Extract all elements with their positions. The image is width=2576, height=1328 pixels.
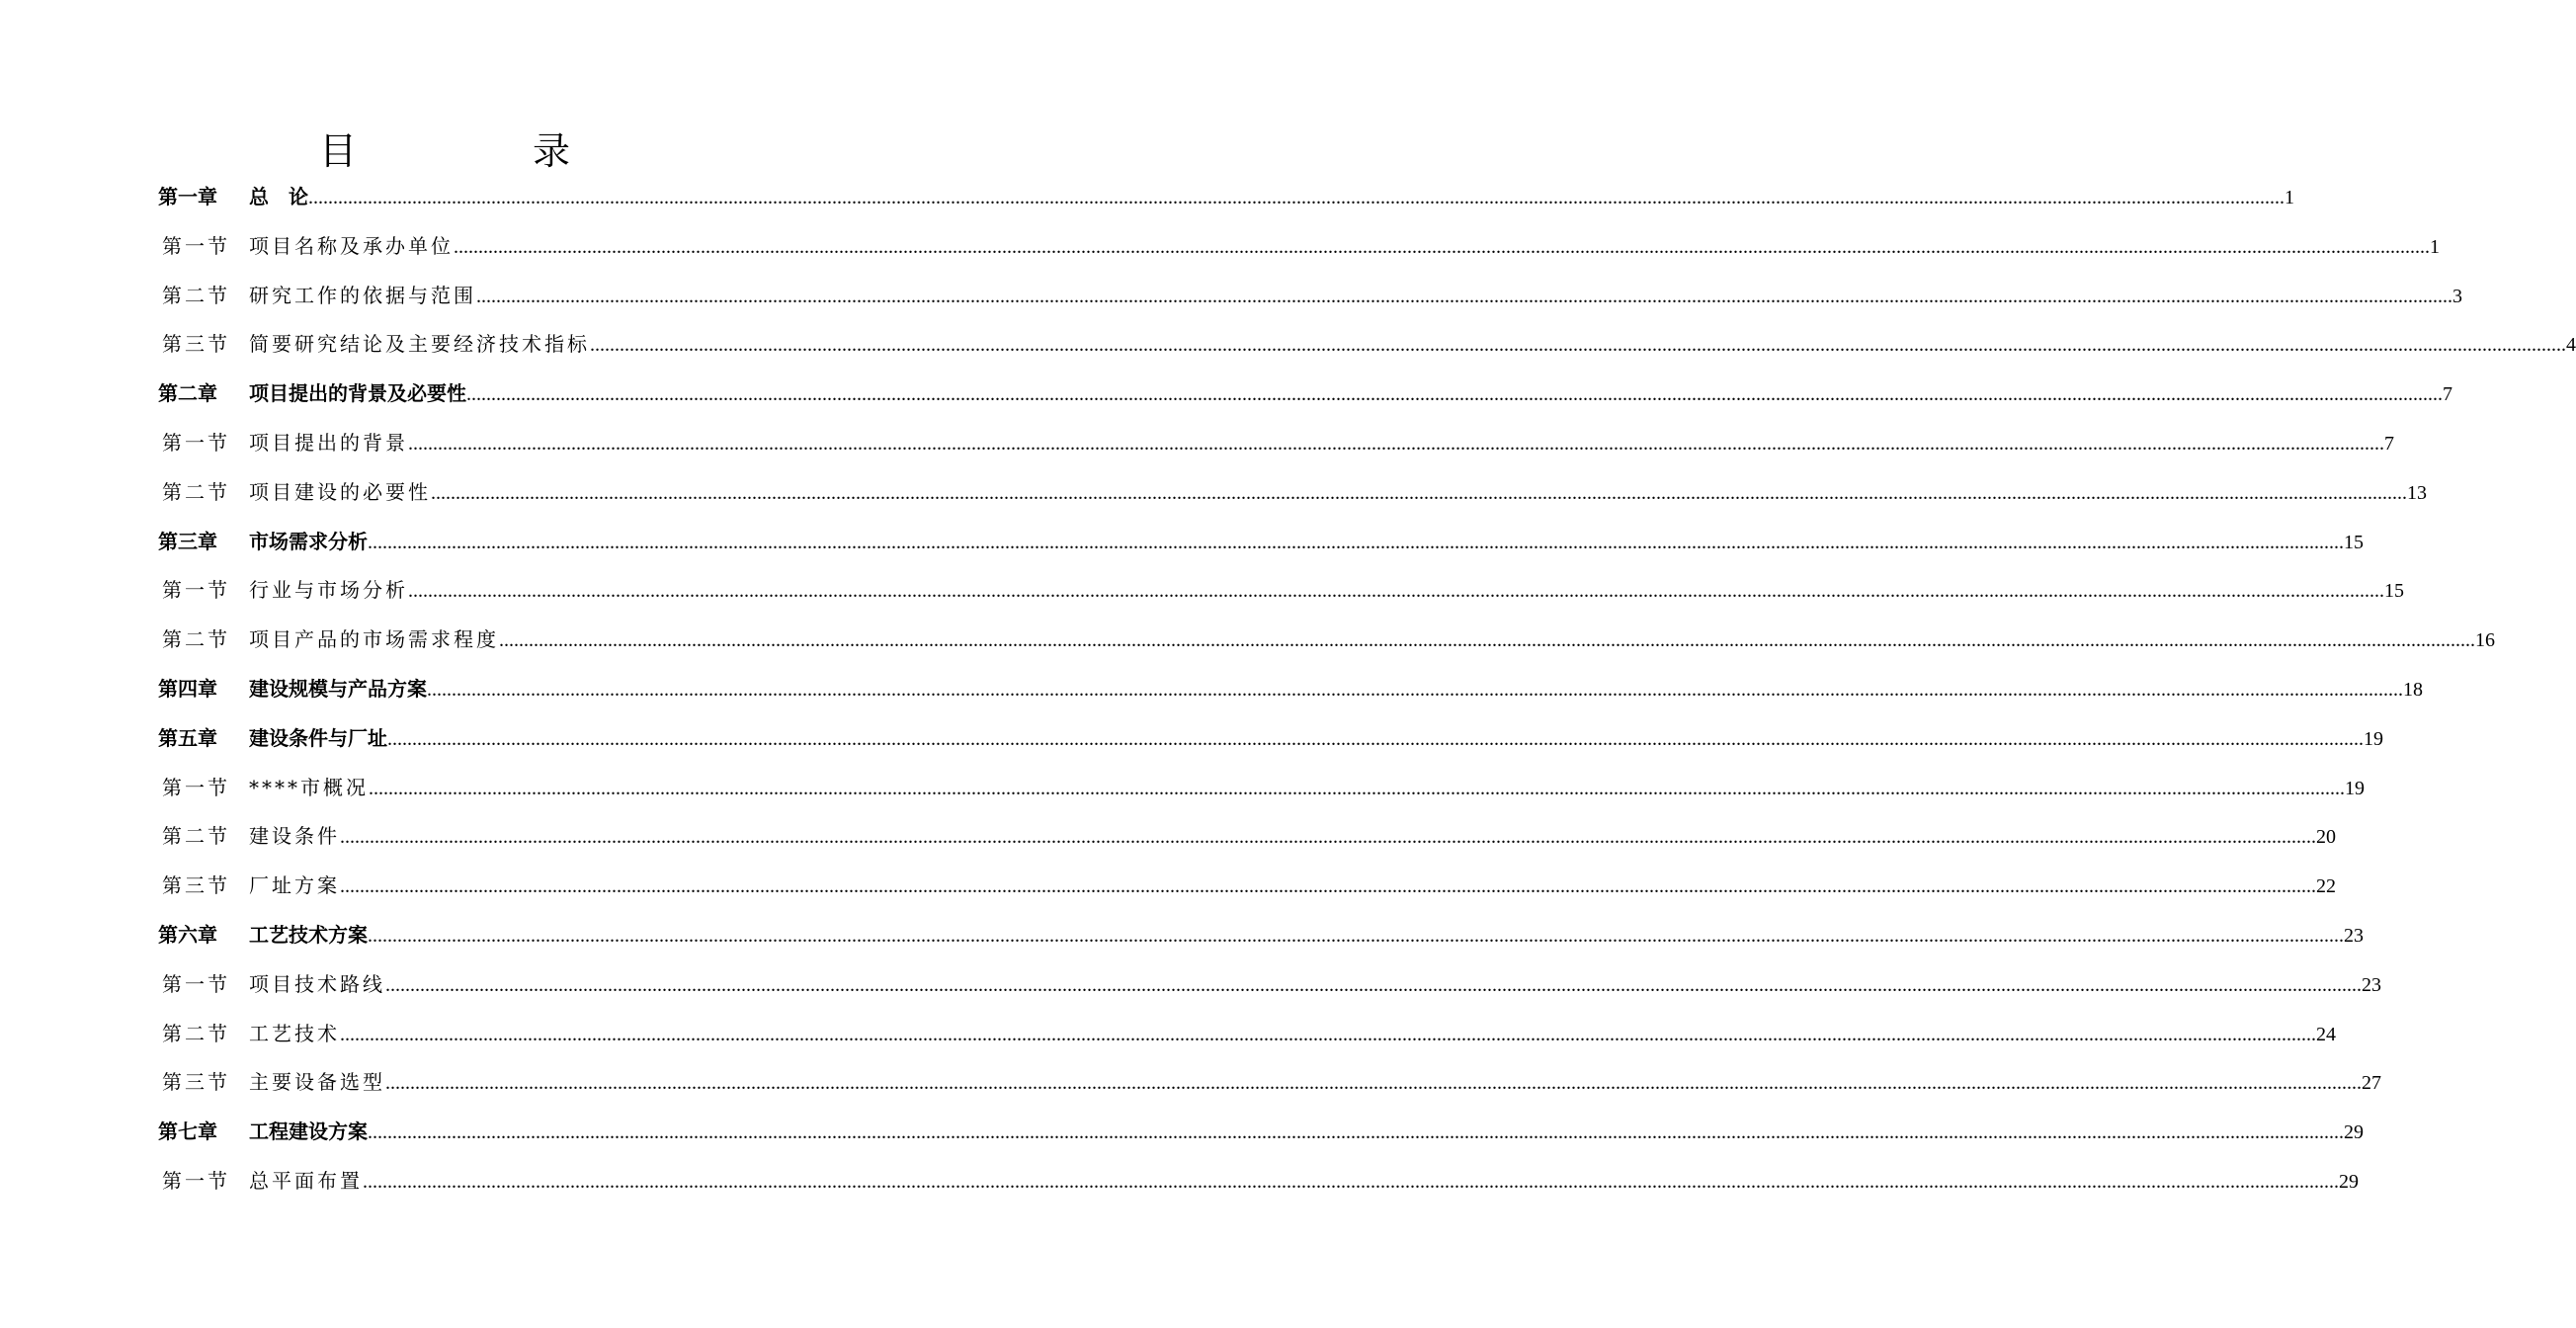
toc-section-entry[interactable] [158,960,2381,1010]
toc-entry-label: 第一章 [158,185,217,208]
toc-page-number: 23 [2344,924,2364,947]
toc-dot-leader: ................................................................................................................................................................................................................................................................................................................................................................................................................ [368,924,2344,947]
toc-dot-leader: ................................................................................................................................................................................................................................................................................................................................................................................................................ [363,1170,2339,1193]
toc-entry-text: 研究工作的依据与范围 [249,283,476,307]
toc-title: 目 录 [318,129,639,173]
toc-dot-leader: ................................................................................................................................................................................................................................................................................................................................................................................................................ [340,1023,2316,1045]
toc-page-number: 27 [2362,1072,2381,1095]
toc-entry-label: 第三节 [162,873,230,898]
toc-chapter-entry[interactable] [158,173,2294,222]
toc-dot-leader: ................................................................................................................................................................................................................................................................................................................................................................................................................ [466,383,2443,406]
toc-section-entry[interactable] [158,1058,2381,1108]
table-of-contents [158,173,2576,1206]
toc-page-number: 29 [2344,1121,2364,1144]
toc-entry-text: 项目技术路线 [249,971,385,996]
toc-entry-label: 第三节 [162,332,230,357]
toc-dot-leader: ................................................................................................................................................................................................................................................................................................................................................................................................................ [340,875,2316,898]
toc-entry-text: 简要研究结论及主要经济技术指标 [249,332,590,357]
toc-page-number: 16 [2475,629,2495,652]
toc-chapter-entry[interactable] [158,1108,2364,1157]
toc-entry-label: 第一节 [162,578,230,603]
toc-entry-label: 第一节 [162,971,230,996]
toc-dot-leader: ................................................................................................................................................................................................................................................................................................................................................................................................................ [369,777,2345,799]
toc-section-entry[interactable] [158,616,2495,665]
toc-dot-leader: ................................................................................................................................................................................................................................................................................................................................................................................................................ [499,629,2475,652]
toc-section-entry[interactable] [158,222,2440,272]
toc-section-entry[interactable] [158,764,2365,813]
toc-entry-text: 工艺技术方案 [249,922,368,947]
toc-section-entry[interactable] [158,468,2427,518]
toc-entry-text: 市场需求分析 [249,529,368,553]
toc-page-number: 15 [2384,580,2404,603]
toc-page-number: 18 [2403,678,2423,701]
toc-entry-label: 第一节 [162,775,230,799]
toc-dot-leader: ................................................................................................................................................................................................................................................................................................................................................................................................................ [590,334,2566,357]
toc-chapter-entry[interactable] [158,370,2452,419]
toc-dot-leader: ................................................................................................................................................................................................................................................................................................................................................................................................................ [368,1121,2344,1144]
toc-page-number: 15 [2344,531,2364,553]
toc-dot-leader: ................................................................................................................................................................................................................................................................................................................................................................................................................ [387,727,2364,750]
toc-section-entry[interactable] [158,419,2394,468]
toc-entry-text: 建设条件 [249,824,340,849]
toc-dot-leader: ................................................................................................................................................................................................................................................................................................................................................................................................................ [385,1072,2362,1095]
toc-entry-text: 工程建设方案 [249,1120,368,1144]
toc-chapter-entry[interactable] [158,911,2364,960]
toc-entry-label: 第二节 [162,824,230,849]
toc-entry-label: 第二节 [162,479,230,504]
toc-entry-text: 项目提出的背景 [249,430,408,455]
toc-dot-leader: ................................................................................................................................................................................................................................................................................................................................................................................................................ [408,432,2384,455]
toc-page-number: 24 [2316,1023,2336,1045]
toc-dot-leader: ................................................................................................................................................................................................................................................................................................................................................................................................................ [431,481,2407,504]
toc-page-number: 19 [2345,777,2365,799]
toc-dot-leader: ................................................................................................................................................................................................................................................................................................................................................................................................................ [408,580,2384,603]
toc-entry-label: 第一节 [162,430,230,455]
toc-chapter-entry[interactable] [158,714,2383,764]
toc-entry-text: 建设条件与厂址 [249,725,387,750]
toc-entry-text: 工艺技术 [249,1021,340,1045]
toc-page-number: 29 [2339,1170,2359,1193]
toc-entry-label: 第二节 [162,1021,230,1045]
toc-page-number: 22 [2316,875,2336,898]
toc-entry-label: 第一节 [162,1168,230,1193]
toc-dot-leader: ................................................................................................................................................................................................................................................................................................................................................................................................................ [340,826,2316,849]
toc-dot-leader: ................................................................................................................................................................................................................................................................................................................................................................................................................ [308,187,2285,208]
toc-page-number: 20 [2316,826,2336,849]
toc-entry-text: 建设规模与产品方案 [249,676,427,701]
toc-entry-text: 项目提出的背景及必要性 [249,381,466,406]
toc-page-number: 3 [2452,285,2462,307]
toc-entry-label: 第二章 [158,381,217,406]
toc-dot-leader: ................................................................................................................................................................................................................................................................................................................................................................................................................ [454,235,2430,258]
toc-section-entry[interactable] [158,566,2404,616]
toc-entry-label: 第六章 [158,922,217,947]
toc-page-number: 1 [2430,235,2440,258]
toc-dot-leader: ................................................................................................................................................................................................................................................................................................................................................................................................................ [385,973,2362,996]
toc-entry-text: 项目产品的市场需求程度 [249,627,499,652]
toc-page-number: 4 [2566,334,2576,357]
toc-entry-text: 项目名称及承办单位 [249,233,454,258]
toc-entry-label: 第二节 [162,627,230,652]
toc-section-entry[interactable] [158,320,2576,370]
toc-entry-label: 第一节 [162,233,230,258]
toc-entry-label: 第七章 [158,1120,217,1144]
toc-entry-text: 主要设备选型 [249,1070,385,1095]
toc-entry-text: 行业与市场分析 [249,578,408,603]
toc-dot-leader: ................................................................................................................................................................................................................................................................................................................................................................................................................ [427,678,2403,701]
toc-dot-leader: ................................................................................................................................................................................................................................................................................................................................................................................................................ [368,531,2344,553]
toc-dot-leader: ................................................................................................................................................................................................................................................................................................................................................................................................................ [476,285,2452,307]
toc-page-number: 23 [2362,973,2381,996]
toc-page-number: 7 [2443,383,2452,406]
toc-entry-text: 厂址方案 [249,873,340,898]
toc-section-entry[interactable] [158,862,2336,911]
toc-entry-label: 第三章 [158,529,217,553]
toc-chapter-entry[interactable] [158,665,2423,714]
toc-page-number: 13 [2407,481,2427,504]
toc-section-entry[interactable] [158,272,2462,321]
toc-entry-text: 总平面布置 [249,1168,363,1193]
toc-chapter-entry[interactable] [158,518,2364,567]
toc-section-entry[interactable] [158,1010,2336,1059]
toc-section-entry[interactable] [158,812,2336,862]
toc-page-number: 7 [2384,432,2394,455]
toc-section-entry[interactable] [158,1157,2359,1206]
toc-entry-label: 第四章 [158,676,217,701]
toc-page-number: 1 [2285,187,2294,208]
toc-entry-text: ****市概况 [249,775,369,799]
toc-entry-label: 第五章 [158,725,217,750]
toc-page-number: 19 [2364,727,2383,750]
toc-entry-label: 第三节 [162,1070,230,1095]
toc-entry-text: 项目建设的必要性 [249,479,431,504]
toc-entry-text: 总 论 [249,185,308,208]
toc-entry-label: 第二节 [162,283,230,307]
